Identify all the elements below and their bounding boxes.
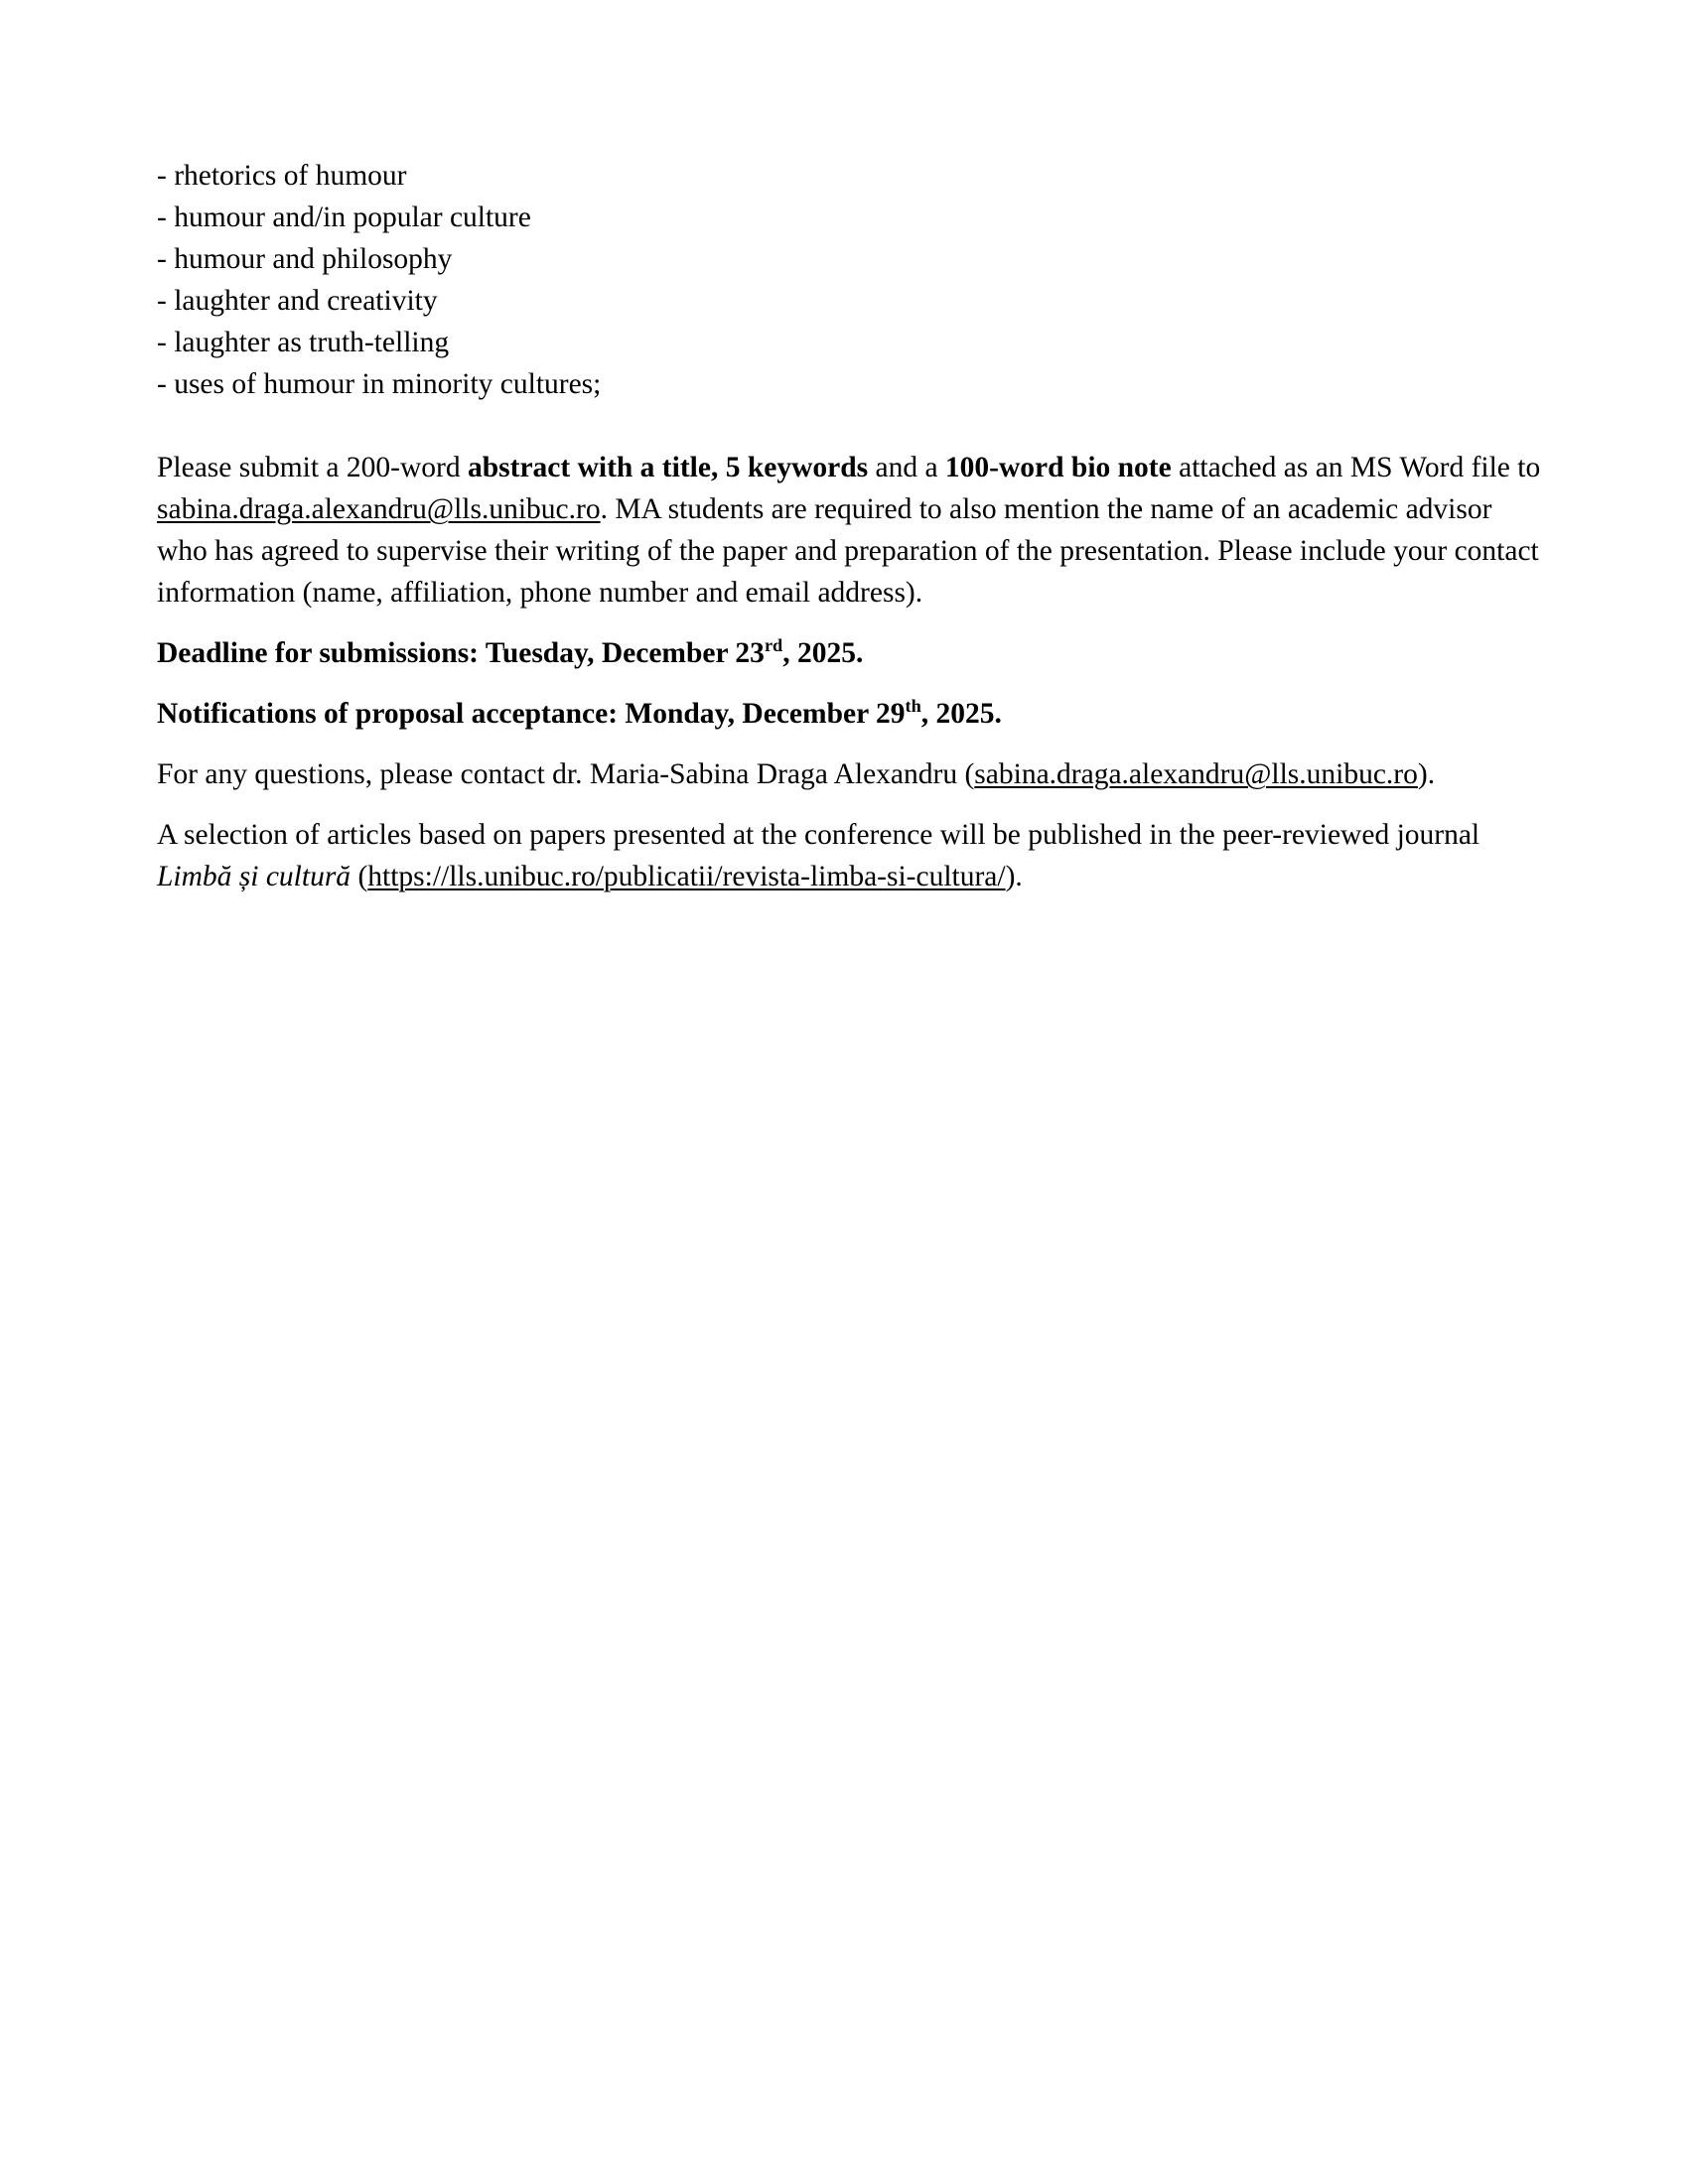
journal-url-link[interactable]: https://lls.unibuc.ro/publicatii/revista-limba-si-cultura/ xyxy=(367,861,1006,892)
topic-item: - uses of humour in minority cultures; xyxy=(157,368,602,400)
topic-item: - humour and/in popular culture xyxy=(157,202,531,233)
submission-text: . MA students are required to also mention the name of an academic advisor who has agreed to supervise their writing of the paper and preparation of the presentation. Please include your contact information (name, affiliation, phone number and email address). xyxy=(157,493,1539,609)
deadline-line xyxy=(157,632,1547,674)
submission-bold-bio: 100-word bio note xyxy=(944,452,1172,483)
contact-email-link[interactable]: sabina.draga.alexandru@lls.unibuc.ro xyxy=(974,758,1418,790)
publication-prefix: A selection of articles based on papers presented at the conference will be published in the peer-reviewed journal xyxy=(157,819,1480,851)
notification-text xyxy=(157,698,1002,730)
contact-paragraph xyxy=(157,753,1547,795)
deadline-text xyxy=(157,637,863,669)
notification-ordinal: th xyxy=(905,696,921,717)
topic-item: - laughter as truth-telling xyxy=(157,327,450,358)
contact-suffix: ). xyxy=(1417,758,1436,790)
deadline-prefix: Deadline for submissions: Tuesday, December 23 xyxy=(157,637,765,669)
document-body xyxy=(157,155,1547,897)
topic-item: - humour and philosophy xyxy=(157,243,453,275)
notification-line xyxy=(157,693,1547,735)
deadline-ordinal: rd xyxy=(764,635,783,656)
publication-mid: ( xyxy=(351,861,368,892)
topic-item: - laughter and creativity xyxy=(157,285,438,317)
submission-paragraph xyxy=(157,447,1547,614)
publication-paragraph xyxy=(157,814,1547,897)
submission-email-link[interactable]: sabina.draga.alexandru@lls.unibuc.ro xyxy=(157,493,601,525)
notification-suffix: , 2025. xyxy=(920,698,1002,730)
submission-text: attached as an MS Word file to xyxy=(1171,452,1541,483)
topic-list xyxy=(157,155,1547,405)
notification-prefix: Notifications of proposal acceptance: Monday, December 29 xyxy=(157,698,906,730)
publication-suffix: ). xyxy=(1005,861,1023,892)
topic-item: - rhetorics of humour xyxy=(157,160,407,192)
submission-bold-abstract: abstract with a title, 5 keywords xyxy=(467,452,869,483)
submission-text: Please submit a 200-word xyxy=(157,452,468,483)
submission-text: and a xyxy=(868,452,945,483)
journal-title: Limbă și cultură xyxy=(157,861,352,892)
deadline-suffix: , 2025. xyxy=(782,637,864,669)
contact-prefix: For any questions, please contact dr. Maria-Sabina Draga Alexandru ( xyxy=(157,758,975,790)
